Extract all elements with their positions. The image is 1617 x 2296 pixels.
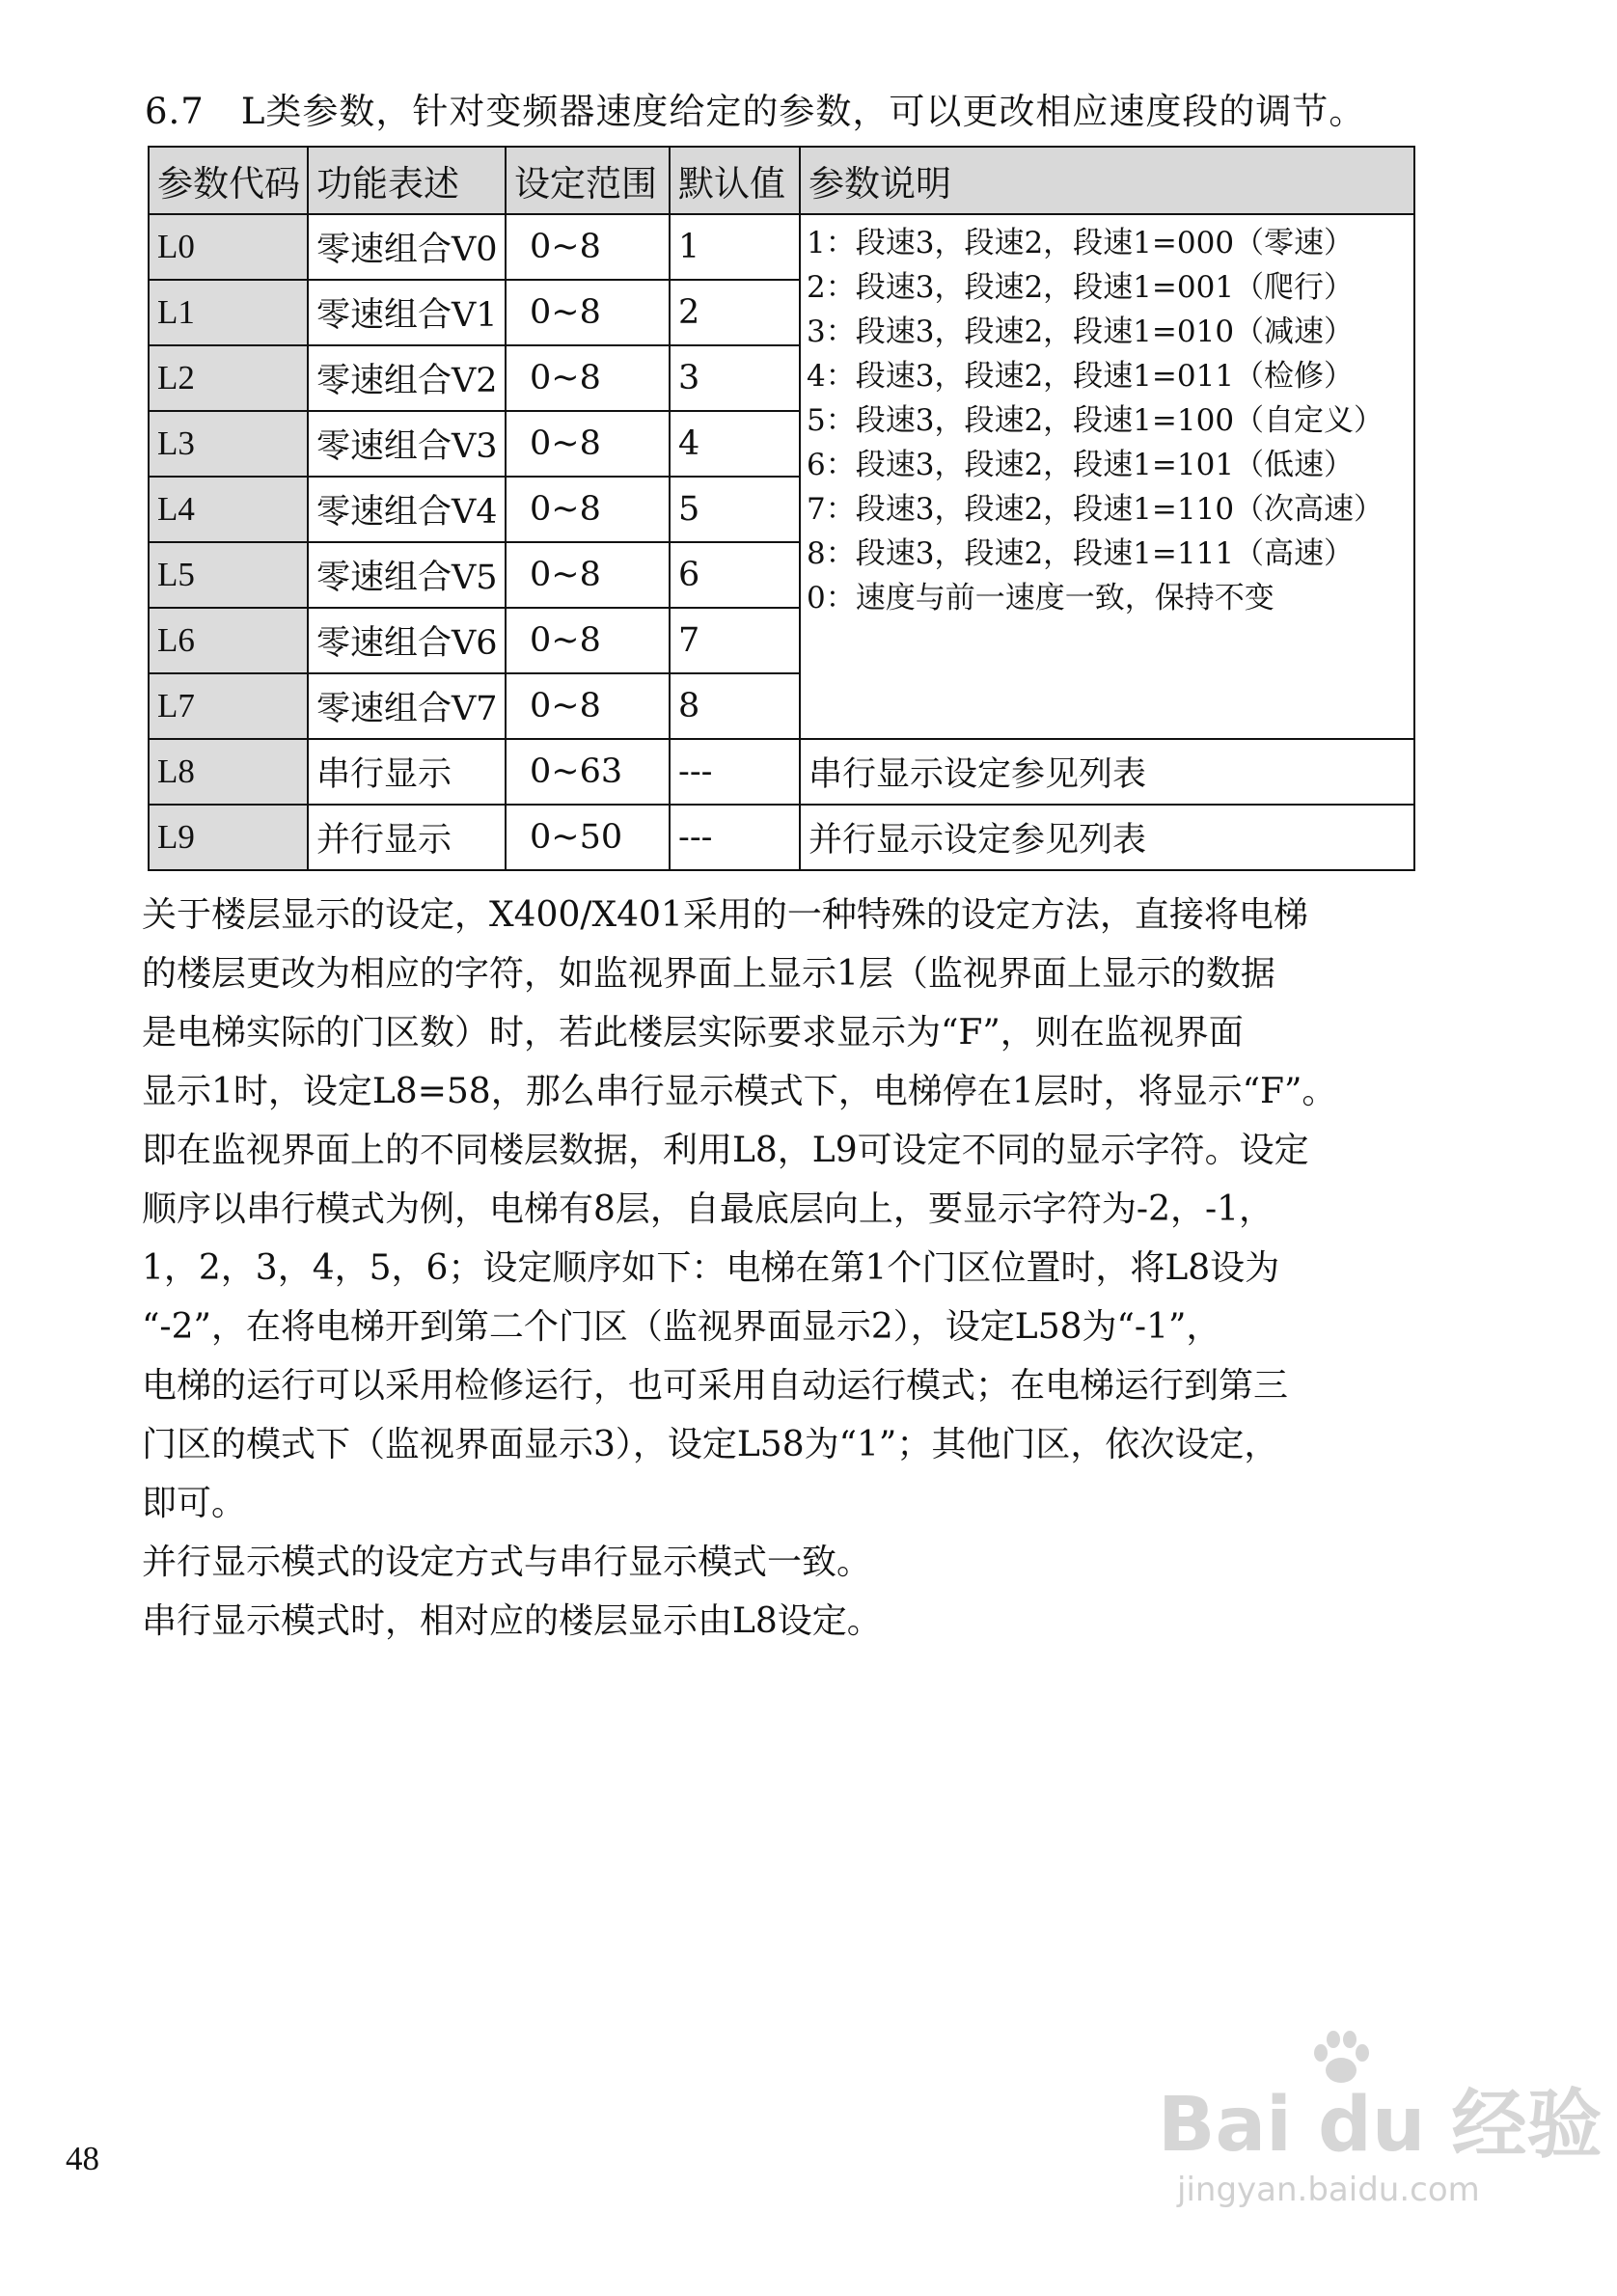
param-default: 4: [670, 411, 800, 477]
description-line: 2：段速3，段速2，段速1=001（爬行）: [807, 270, 1355, 305]
param-code: L4: [149, 477, 308, 542]
param-code: L2: [149, 345, 308, 411]
param-range: 0~63: [506, 739, 670, 805]
param-default: 1: [670, 214, 800, 280]
param-range: 0~8: [506, 477, 670, 542]
description-line: 8：段速3，段速2，段速1=111（高速）: [807, 536, 1355, 571]
param-code: L9: [149, 805, 308, 870]
table-header-row: [149, 147, 1414, 214]
param-function: 零速组合V1: [308, 280, 506, 345]
param-description: 串行显示设定参见列表: [800, 739, 1414, 805]
param-range: 0~8: [506, 608, 670, 673]
param-range: 0~8: [506, 411, 670, 477]
body-line: 并行显示模式的设定方式与串行显示模式一致。: [142, 1543, 872, 1582]
watermark-logo: Bai du 经验: [1158, 2082, 1603, 2169]
description-line: 5：段速3，段速2，段速1=100（自定义）: [807, 403, 1384, 438]
description-line: 1：段速3，段速2，段速1=000（零速）: [807, 226, 1355, 260]
param-function: 串行显示: [308, 739, 506, 805]
param-default: 3: [670, 345, 800, 411]
param-range: 0~50: [506, 805, 670, 870]
header-description: 参数说明: [800, 147, 1414, 214]
param-range: 0~8: [506, 345, 670, 411]
page-number: 48: [66, 2140, 99, 2177]
param-code: L0: [149, 214, 308, 280]
description-line: 0：速度与前一速度一致，保持不变: [807, 581, 1274, 615]
body-line: 是电梯实际的门区数）时，若此楼层实际要求显示为“F”，则在监视界面: [142, 1013, 1244, 1052]
param-code: L7: [149, 673, 308, 739]
param-range: 0~8: [506, 214, 670, 280]
description-line: 7：段速3，段速2，段速1=110（次高速）: [807, 492, 1384, 527]
body-line: 关于楼层显示的设定，X400/X401采用的一种特殊的设定方法，直接将电梯: [142, 895, 1308, 935]
param-code: L1: [149, 280, 308, 345]
baidu-jingyan-watermark: [1138, 2026, 1603, 2219]
body-line: 显示1时，设定L8=58，那么串行显示模式下，电梯停在1层时，将显示“F”。: [142, 1072, 1337, 1111]
parameter-table: [148, 146, 1415, 871]
param-code: L3: [149, 411, 308, 477]
body-line: 的楼层更改为相应的字符，如监视界面上显示1层（监视界面上显示的数据: [142, 954, 1275, 994]
param-function: 零速组合V7: [308, 673, 506, 739]
param-default: ---: [670, 805, 800, 870]
param-default: 8: [670, 673, 800, 739]
body-line: 顺序以串行模式为例，电梯有8层，自最底层向上，要显示字符为-2，-1，: [142, 1189, 1274, 1229]
header-range: 设定范围: [506, 147, 670, 214]
body-line: 即可。: [142, 1484, 247, 1523]
param-default: ---: [670, 739, 800, 805]
param-function: 并行显示: [308, 805, 506, 870]
body-line: 门区的模式下（监视界面显示3），设定L58为“1”；其他门区，依次设定，: [142, 1425, 1279, 1464]
section-title: 6.7 L类参数，针对变频器速度给定的参数，可以更改相应速度段的调节。: [145, 91, 1366, 132]
param-default: 6: [670, 542, 800, 608]
param-function: 零速组合V5: [308, 542, 506, 608]
table-row: [149, 805, 1414, 870]
description-line: 4：段速3，段速2，段速1=011（检修）: [807, 359, 1355, 394]
body-line: 电梯的运行可以采用检修运行，也可采用自动运行模式；在电梯运行到第三: [142, 1366, 1289, 1406]
param-function: 零速组合V0: [308, 214, 506, 280]
param-function: 零速组合V2: [308, 345, 506, 411]
param-default: 2: [670, 280, 800, 345]
header-param-code: 参数代码: [149, 147, 308, 214]
description-line: 3：段速3，段速2，段速1=010（减速）: [807, 314, 1355, 349]
body-line: 1，2，3，4，5，6；设定顺序如下：电梯在第1个门区位置时，将L8设为: [142, 1248, 1280, 1288]
table-row: [149, 214, 1414, 280]
param-range: 0~8: [506, 542, 670, 608]
param-function: 零速组合V4: [308, 477, 506, 542]
body-line: 串行显示模式时，相对应的楼层显示由L8设定。: [142, 1601, 882, 1641]
body-line: “-2”，在将电梯开到第二个门区（监视界面显示2），设定L58为“-1”，: [142, 1307, 1221, 1347]
param-code: L6: [149, 608, 308, 673]
param-function: 零速组合V3: [308, 411, 506, 477]
param-range: 0~8: [506, 280, 670, 345]
watermark-url: jingyan.baidu.com: [1177, 2171, 1480, 2209]
param-code: L5: [149, 542, 308, 608]
table-row: [149, 739, 1414, 805]
header-default: 默认值: [670, 147, 800, 214]
param-code: L8: [149, 739, 308, 805]
param-function: 零速组合V6: [308, 608, 506, 673]
header-function: 功能表述: [308, 147, 506, 214]
body-line: 即在监视界面上的不同楼层数据，利用L8，L9可设定不同的显示字符。设定: [142, 1131, 1309, 1170]
param-description: 并行显示设定参见列表: [800, 805, 1414, 870]
description-line: 6：段速3，段速2，段速1=101（低速）: [807, 448, 1355, 482]
param-range: 0~8: [506, 673, 670, 739]
speed-combination-description: [800, 214, 1414, 739]
param-default: 7: [670, 608, 800, 673]
param-default: 5: [670, 477, 800, 542]
